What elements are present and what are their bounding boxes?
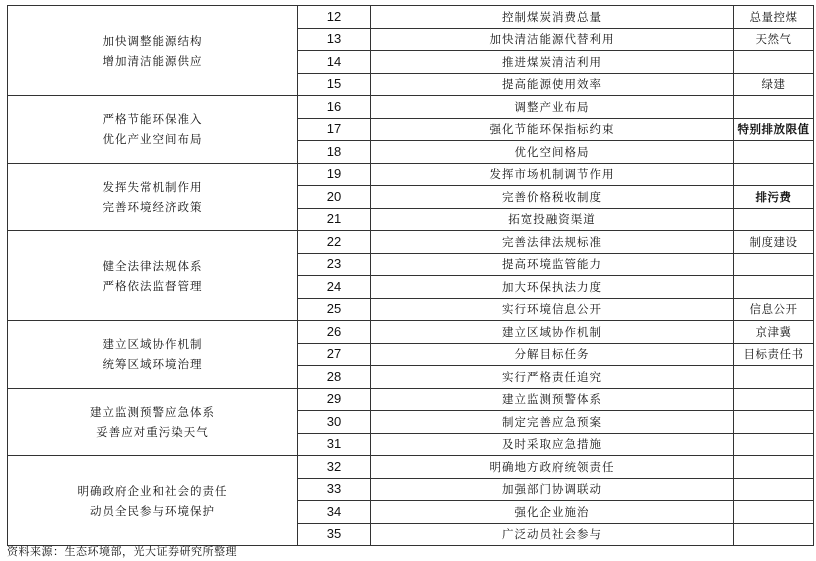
note-cell: 制度建设 bbox=[734, 231, 814, 254]
group-label-line: 建立监测预警应急体系 bbox=[90, 404, 215, 419]
source-note: 资料来源：生态环境部，光大证券研究所整理 bbox=[7, 545, 237, 558]
measure-cell: 建立监测预警体系 bbox=[371, 388, 734, 411]
note-cell: 特别排放限值 bbox=[734, 118, 814, 141]
measure-cell: 调整产业布局 bbox=[371, 96, 734, 119]
group-label-cell bbox=[8, 321, 298, 389]
group-label-line: 严格依法监督管理 bbox=[102, 278, 203, 293]
item-number: 24 bbox=[298, 276, 371, 299]
group-label-line: 严格节能环保准入 bbox=[102, 112, 203, 127]
group-label-line: 加快调整能源结构 bbox=[102, 33, 203, 48]
measure-cell: 建立区域协作机制 bbox=[371, 321, 734, 344]
table-row bbox=[8, 321, 814, 344]
note-cell: 京津冀 bbox=[734, 321, 814, 344]
item-number: 35 bbox=[298, 523, 371, 546]
item-number: 14 bbox=[298, 51, 371, 74]
item-number: 19 bbox=[298, 163, 371, 186]
group-label-cell bbox=[8, 388, 298, 456]
measure-cell: 加快清洁能源代替利用 bbox=[371, 28, 734, 51]
table-body bbox=[8, 6, 814, 546]
item-number: 34 bbox=[298, 501, 371, 524]
item-number: 21 bbox=[298, 208, 371, 231]
item-number: 17 bbox=[298, 118, 371, 141]
measure-cell: 加强部门协调联动 bbox=[371, 478, 734, 501]
measure-cell: 推进煤炭清洁利用 bbox=[371, 51, 734, 74]
measure-cell: 加大环保执法力度 bbox=[371, 276, 734, 299]
measure-cell: 强化节能环保指标约束 bbox=[371, 118, 734, 141]
item-number: 18 bbox=[298, 141, 371, 164]
note-cell bbox=[734, 163, 814, 186]
group-label-line: 动员全民参与环境保护 bbox=[90, 503, 215, 518]
table-row bbox=[8, 231, 814, 254]
group-label-line: 完善环境经济政策 bbox=[102, 199, 203, 214]
table-row bbox=[8, 163, 814, 186]
group-label-line: 增加清洁能源供应 bbox=[102, 53, 203, 68]
item-number: 16 bbox=[298, 96, 371, 119]
item-number: 28 bbox=[298, 366, 371, 389]
note-cell bbox=[734, 366, 814, 389]
item-number: 12 bbox=[298, 6, 371, 29]
note-cell: 信息公开 bbox=[734, 298, 814, 321]
note-cell bbox=[734, 478, 814, 501]
note-cell bbox=[734, 276, 814, 299]
measure-cell: 发挥市场机制调节作用 bbox=[371, 163, 734, 186]
group-label-cell bbox=[8, 6, 298, 96]
item-number: 15 bbox=[298, 73, 371, 96]
measure-cell: 控制煤炭消费总量 bbox=[371, 6, 734, 29]
item-number: 25 bbox=[298, 298, 371, 321]
measure-cell: 优化空间格局 bbox=[371, 141, 734, 164]
note-cell bbox=[734, 141, 814, 164]
measure-cell: 广泛动员社会参与 bbox=[371, 523, 734, 546]
note-cell bbox=[734, 253, 814, 276]
note-cell bbox=[734, 51, 814, 74]
measure-cell: 实行严格责任追究 bbox=[371, 366, 734, 389]
measure-cell: 完善法律法规标准 bbox=[371, 231, 734, 254]
note-cell bbox=[734, 208, 814, 231]
item-number: 33 bbox=[298, 478, 371, 501]
item-number: 22 bbox=[298, 231, 371, 254]
table-row bbox=[8, 388, 814, 411]
item-number: 29 bbox=[298, 388, 371, 411]
item-number: 26 bbox=[298, 321, 371, 344]
note-cell bbox=[734, 501, 814, 524]
item-number: 13 bbox=[298, 28, 371, 51]
measure-cell: 及时采取应急措施 bbox=[371, 433, 734, 456]
item-number: 23 bbox=[298, 253, 371, 276]
note-cell bbox=[734, 456, 814, 479]
note-cell bbox=[734, 388, 814, 411]
measure-cell: 拓宽投融资渠道 bbox=[371, 208, 734, 231]
group-label-cell bbox=[8, 456, 298, 546]
table-row bbox=[8, 6, 814, 29]
note-cell bbox=[734, 433, 814, 456]
group-label-line: 妥善应对重污染天气 bbox=[96, 424, 209, 439]
group-label-line: 明确政府企业和社会的责任 bbox=[77, 483, 228, 498]
group-label-line: 发挥失常机制作用 bbox=[102, 179, 203, 194]
item-number: 31 bbox=[298, 433, 371, 456]
measure-cell: 提高环境监管能力 bbox=[371, 253, 734, 276]
item-number: 32 bbox=[298, 456, 371, 479]
group-label-cell bbox=[8, 96, 298, 164]
measure-cell: 实行环境信息公开 bbox=[371, 298, 734, 321]
group-label-line: 建立区域协作机制 bbox=[102, 337, 203, 352]
measure-cell: 强化企业施治 bbox=[371, 501, 734, 524]
note-cell: 绿建 bbox=[734, 73, 814, 96]
group-label-line: 健全法律法规体系 bbox=[102, 258, 203, 273]
measure-cell: 制定完善应急预案 bbox=[371, 411, 734, 434]
group-label-line: 统筹区域环境治理 bbox=[102, 357, 203, 372]
table-row bbox=[8, 456, 814, 479]
measure-cell: 完善价格税收制度 bbox=[371, 186, 734, 209]
policy-table bbox=[7, 5, 814, 546]
note-cell: 总量控煤 bbox=[734, 6, 814, 29]
measure-cell: 提高能源使用效率 bbox=[371, 73, 734, 96]
measure-cell: 明确地方政府统领责任 bbox=[371, 456, 734, 479]
table-row bbox=[8, 96, 814, 119]
note-cell: 排污费 bbox=[734, 186, 814, 209]
item-number: 30 bbox=[298, 411, 371, 434]
note-cell bbox=[734, 523, 814, 546]
item-number: 20 bbox=[298, 186, 371, 209]
note-cell: 目标责任书 bbox=[734, 343, 814, 366]
note-cell bbox=[734, 96, 814, 119]
group-label-cell bbox=[8, 163, 298, 231]
note-cell: 天然气 bbox=[734, 28, 814, 51]
item-number: 27 bbox=[298, 343, 371, 366]
group-label-line: 优化产业空间布局 bbox=[102, 132, 203, 147]
measure-cell: 分解目标任务 bbox=[371, 343, 734, 366]
group-label-cell bbox=[8, 231, 298, 321]
note-cell bbox=[734, 411, 814, 434]
